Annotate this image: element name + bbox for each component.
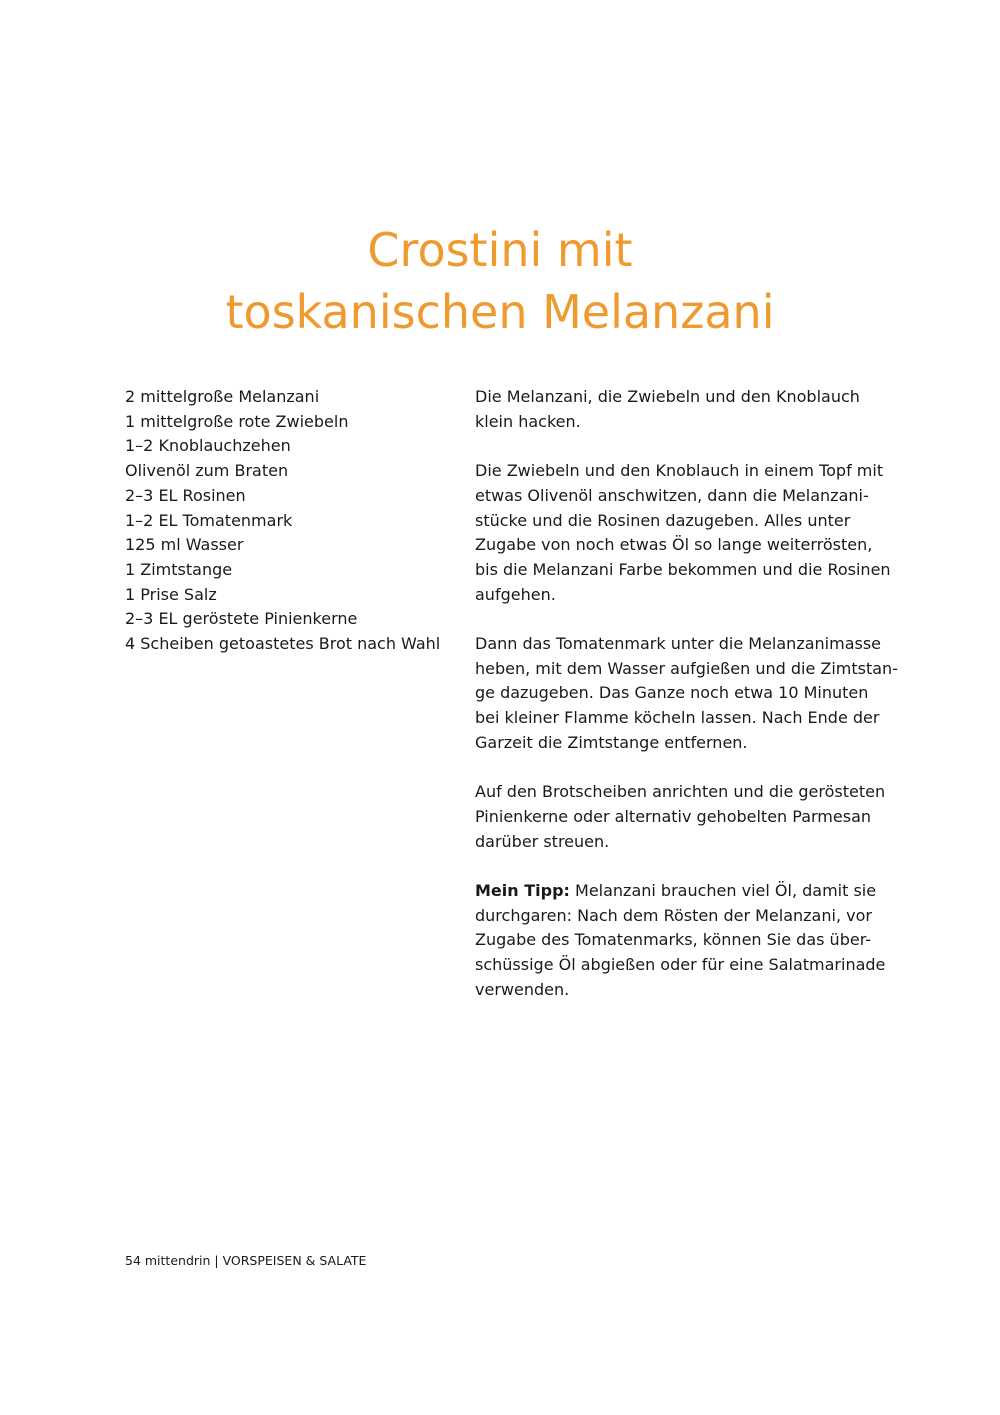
text-line: Pinienkerne oder alternativ gehobelten Parmesan [475,806,872,826]
ingredient-item: 2–3 EL geröstete Pinienkerne [125,609,358,629]
text-line: stücke und die Rosinen dazugeben. Alles unter [475,510,851,530]
text-line: Auf den Brotscheiben anrichten und die gerösteten [475,782,886,802]
text-line: Zugabe von noch etwas Öl so lange weiterrösten, [475,535,873,555]
text-line: schüssige Öl abgießen oder für eine Salatmarinade [475,955,886,975]
text-line: bis die Melanzani Farbe bekommen und die Rosinen [475,559,891,579]
text-line: Die Melanzani, die Zwiebeln und den Knoblauch [475,387,860,406]
text-line: bei kleiner Flamme köcheln lassen. Nach Ende der [475,708,880,728]
ingredient-list [125,385,455,657]
text-line: Die Zwiebeln und den Knoblauch in einem Topf mit [475,461,884,481]
recipe-tip [475,879,885,1003]
ingredient-item: 4 Scheiben getoastetes Brot nach Wahl [125,634,441,654]
text-line: durchgaren: Nach dem Rösten der Melanzani, vor [475,905,872,925]
recipe-title [0,219,1000,343]
text-line: etwas Olivenöl anschwitzen, dann die Melanzani- [475,485,869,505]
text-line: Zugabe des Tomatenmarks, können Sie das über- [475,930,872,950]
instruction-step-1 [475,385,885,434]
text-line: Garzeit die Zimtstange entfernen. [475,732,748,752]
ingredient-item: Olivenöl zum Braten [125,461,289,481]
text-line: heben, mit dem Wasser aufgießen und die Zimtstan- [475,658,898,678]
recipe-title-line-1: Crostini mit [367,222,633,277]
instruction-step-2 [475,459,891,607]
tip-label: Mein Tipp: [475,881,570,900]
ingredient-item: 2 mittelgroße Melanzani [125,387,320,406]
text-line: aufgehen. [475,584,556,604]
text-line [475,879,885,904]
instruction-step-3 [475,632,898,756]
text-line: darüber streuen. [475,831,610,851]
ingredient-item: 1 Zimtstange [125,559,233,579]
text-line: ge dazugeben. Das Ganze noch etwa 10 Minuten [475,683,869,703]
tip-text: Melanzani brauchen viel Öl, damit sie [569,881,877,900]
instructions [475,385,898,1027]
ingredient-item: 2–3 EL Rosinen [125,485,246,505]
text-line: Dann das Tomatenmark unter die Melanzanimasse [475,634,882,653]
ingredient-item: 1–2 Knoblauchzehen [125,436,291,456]
instruction-step-4 [475,780,885,854]
ingredient-item: 1 mittelgroße rote Zwiebeln [125,411,349,431]
ingredient-item: 1 Prise Salz [125,584,217,604]
ingredient-item: 1–2 EL Tomatenmark [125,510,293,530]
ingredient-item: 125 ml Wasser [125,535,244,555]
text-line: verwenden. [475,979,570,999]
text-line: klein hacken. [475,411,581,431]
page-footer: 54 mittendrin | VORSPEISEN & SALATE [125,1253,367,1268]
recipe-title-line-2: toskanischen Melanzani [225,284,775,339]
